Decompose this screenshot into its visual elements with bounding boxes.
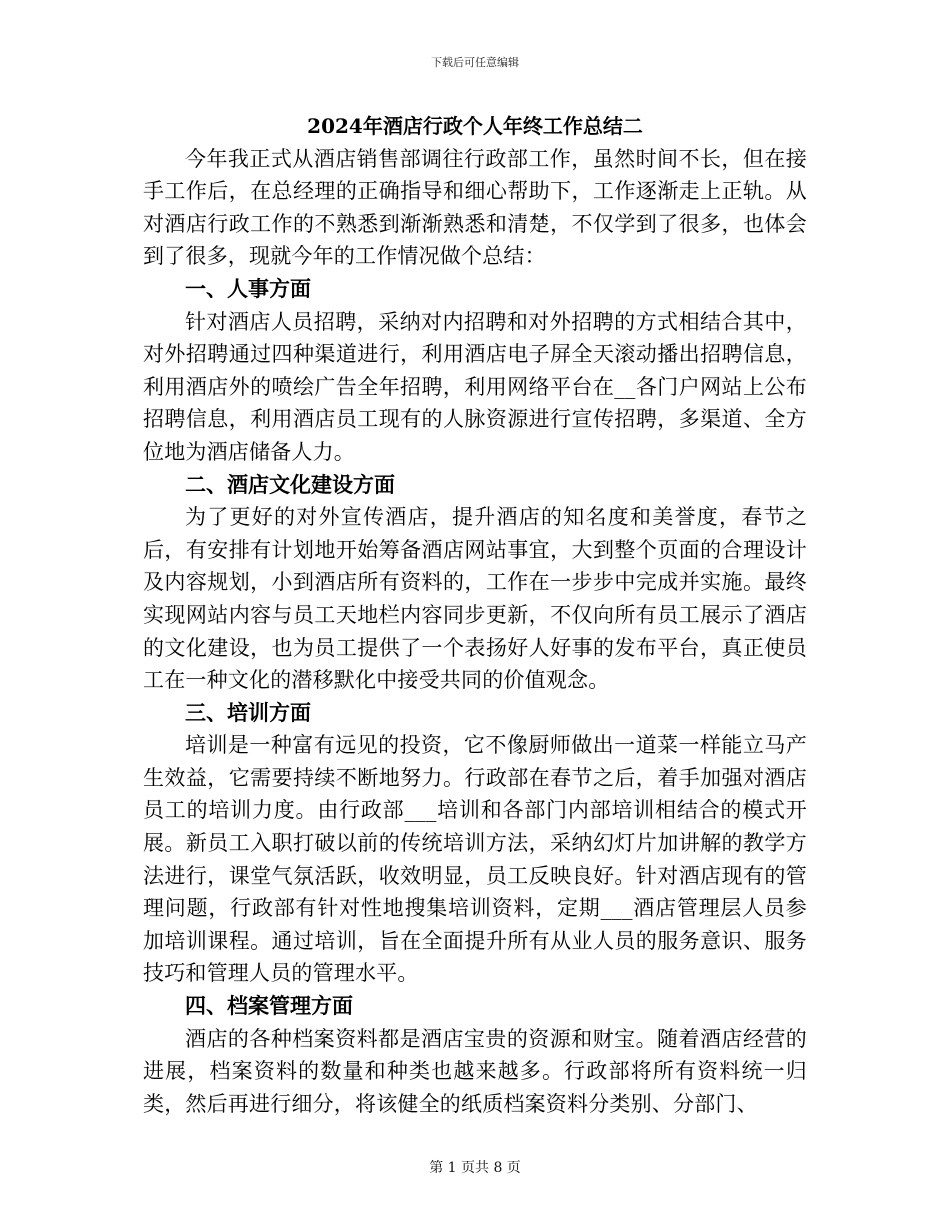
section-heading-training: 三、培训方面 bbox=[185, 699, 311, 725]
page-number: 第 1 页共 8 页 bbox=[429, 1160, 521, 1176]
intro-paragraph: 今年我正式从酒店销售部调往行政部工作，虽然时间不长，但在接手工作后，在总经理的正确指导和细心帮助下，工作逐渐走上正轨。从对酒店行政工作的不熟悉到渐渐熟悉和清楚，不仅学到了很多，也体会到了很多，现就今年的工作情况做个总结： bbox=[143, 146, 807, 269]
document-title: 2024年酒店行政个人年终工作总结二 bbox=[307, 114, 643, 138]
section-heading-culture: 二、酒店文化建设方面 bbox=[185, 471, 395, 497]
section-body-training: 培训是一种富有远见的投资，它不像厨师做出一道菜一样能立马产生效益，它需要持续不断地努力。行政部在春节之后，着手加强对酒店员工的培训力度。由行政部___培训和各部门内部培训相结合的模式开展。新员工入职打破以前的传统培训方法，采纳幻灯片加讲解的教学方法进行，课堂气氛活跃，收效明显，员工反映良好。针对酒店现有的管理问题，行政部有针对性地搜集培训资料，定期___酒店管理层人员参加培训课程。通过培训，旨在全面提升所有从业人员的服务意识、服务技巧和管理人员的管理水平。 bbox=[143, 733, 807, 986]
section-body-culture: 为了更好的对外宣传酒店，提升酒店的知名度和美誉度，春节之后，有安排有计划地开始筹备酒店网站事宜，大到整个页面的合理设计及内容规划，小到酒店所有资料的，工作在一步步中完成并实施。最终实现网站内容与员工天地栏内容同步更新，不仅向所有员工展示了酒店的文化建设，也为员工提供了一个表扬好人好事的发布平台，真正使员工在一种文化的潜移默化中接受共同的价值观念。 bbox=[143, 505, 807, 693]
section-heading-personnel: 一、人事方面 bbox=[185, 275, 311, 301]
page-header-note: 下载后可任意编辑 bbox=[431, 56, 519, 69]
section-body-personnel: 针对酒店人员招聘，采纳对内招聘和对外招聘的方式相结合其中，对外招聘通过四种渠道进行，利用酒店电子屏全天滚动播出招聘信息，利用酒店外的喷绘广告全年招聘，利用网络平台在__各门户网站上公布招聘信息，利用酒店员工现有的人脉资源进行宣传招聘，多渠道、全方位地为酒店储备人力。 bbox=[143, 309, 807, 464]
section-heading-archives: 四、档案管理方面 bbox=[185, 993, 353, 1019]
section-body-archives: 酒店的各种档案资料都是酒店宝贵的资源和财宝。随着酒店经营的进展，档案资料的数量和种类也越来越多。行政部将所有资料统一归类，然后再进行细分，将该健全的纸质档案资料分类别、分部门、 bbox=[143, 1026, 807, 1116]
document-body bbox=[143, 110, 807, 1120]
